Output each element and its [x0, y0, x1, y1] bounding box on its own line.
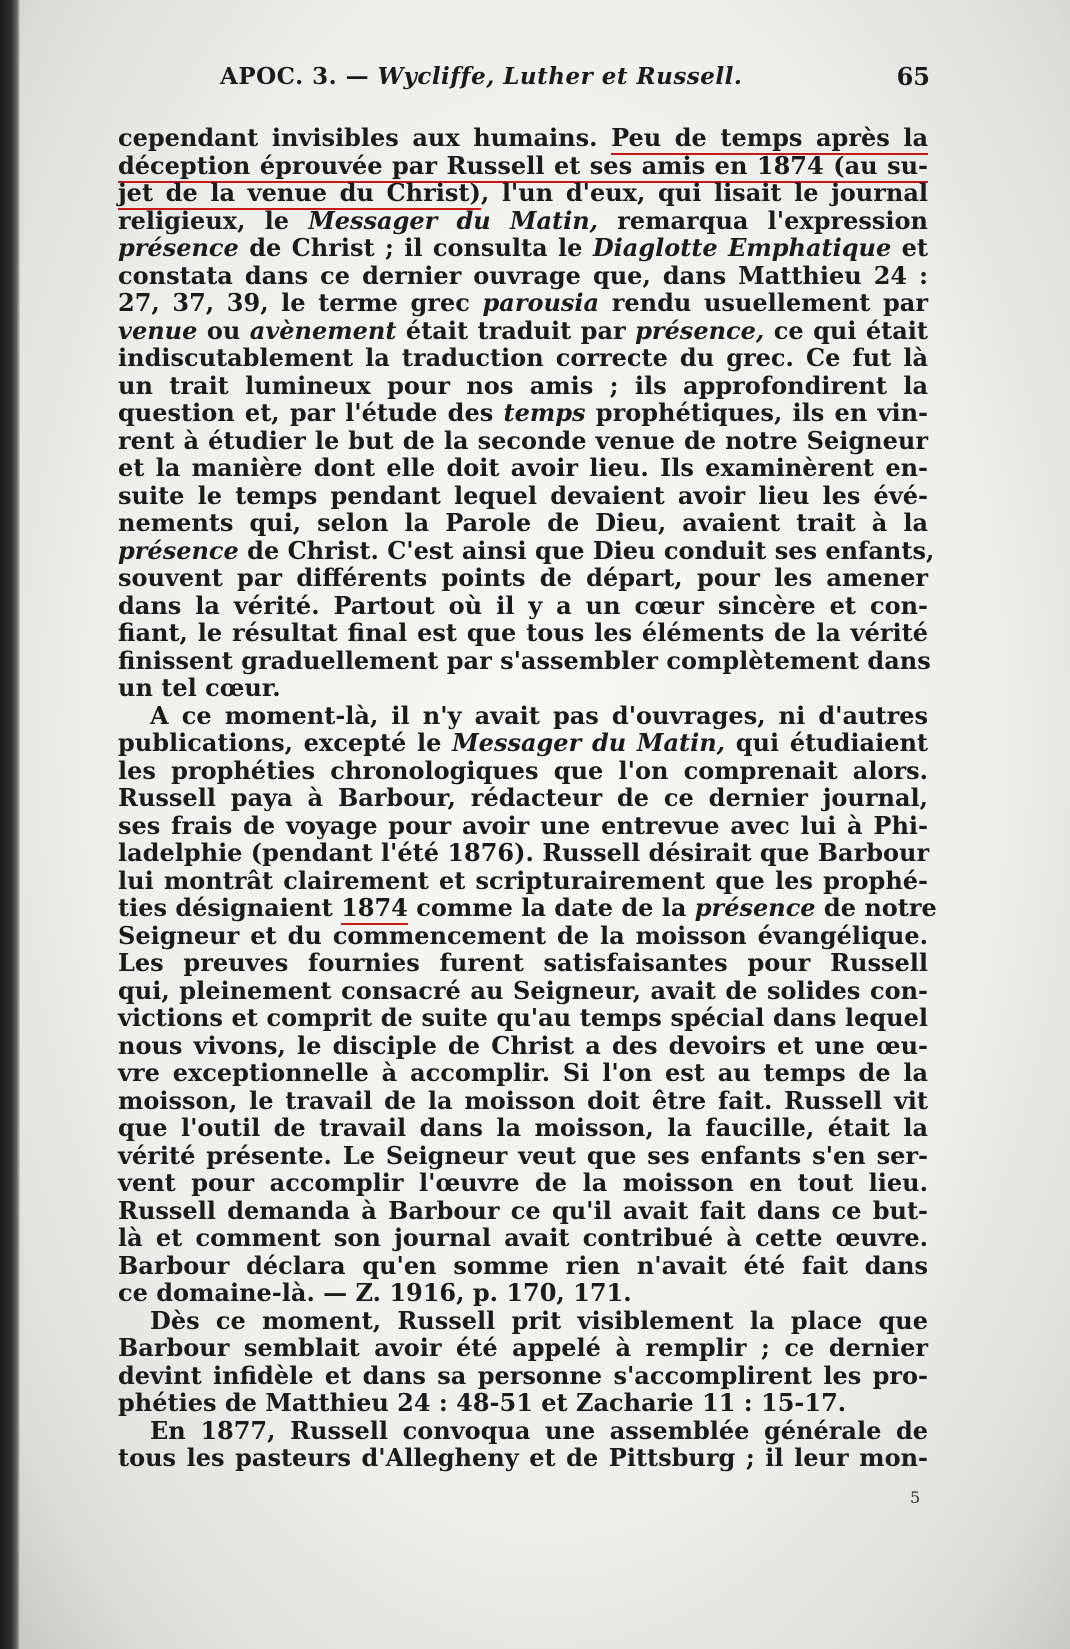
text-span: rendu usuellement par — [599, 288, 928, 317]
text-span: de Christ ; il consulta le — [238, 233, 593, 262]
text-line — [118, 152, 928, 180]
text-span: que l'outil de travail dans la moisson, la faucille, était la — [118, 1113, 928, 1142]
text-line — [118, 619, 928, 647]
italic-text: présence — [694, 893, 816, 922]
text-line — [118, 207, 928, 235]
text-span: indiscutablement la traduction correcte du grec. Ce fut là — [118, 343, 928, 372]
text-span: Les preuves fournies furent satisfaisantes pour Russell — [118, 948, 928, 977]
text-span: de Christ. C'est ainsi que Dieu conduit ses enfants, — [238, 535, 935, 565]
text-span: vent pour accomplir l'œuvre de la moisson en tout lieu. — [118, 1168, 928, 1197]
text-span: remarqua l'expression — [598, 205, 928, 235]
italic-text: temps — [503, 398, 586, 427]
underlined-text: Peu de temps après la — [611, 123, 928, 155]
text-line — [118, 949, 928, 977]
running-header — [220, 60, 930, 94]
text-span: là et comment son journal avait contribué à cette œuvre. — [118, 1223, 928, 1252]
text-line — [118, 1389, 928, 1417]
text-line — [118, 482, 928, 510]
text-span: Seigneur et du commencement de la moisson évangélique. — [118, 920, 928, 950]
italic-text: Diaglotte Emphatique — [592, 233, 892, 262]
text-span: devint infidèle et dans sa personne s'accomplirent les pro- — [118, 1360, 928, 1390]
text-line — [118, 317, 928, 345]
underlined-text: 1874 — [341, 893, 408, 925]
text-line — [118, 922, 928, 950]
italic-text: présence, — [635, 315, 765, 345]
text-span: comme la date de la — [407, 893, 695, 922]
text-span: Barbour déclara qu'en somme rien n'avait été fait dans — [118, 1250, 928, 1280]
running-title — [220, 60, 742, 94]
text-span: de notre — [815, 893, 937, 922]
text-line — [118, 372, 928, 400]
italic-text: présence — [118, 233, 239, 262]
text-line — [118, 564, 928, 592]
text-line — [118, 1059, 928, 1087]
text-line — [118, 1004, 928, 1032]
text-line — [118, 702, 928, 730]
chapter-ref: APOC. 3. — — [220, 63, 378, 90]
text-line — [118, 1032, 928, 1060]
text-span: cependant invisibles aux humains. — [118, 123, 612, 152]
text-line — [118, 977, 928, 1005]
text-span: et — [891, 233, 929, 262]
text-span: tous les pasteurs d'Allegheny et de Pittsburg ; il leur mon- — [118, 1443, 928, 1472]
text-span: question et, par l'étude des — [118, 398, 504, 427]
text-line — [118, 289, 928, 317]
text-span: Dès ce moment, Russell prit visiblement la place que — [150, 1305, 928, 1335]
text-span: les prophéties chronologiques que l'on comprenait alors. — [118, 755, 928, 785]
text-line — [118, 535, 935, 565]
text-span: constata dans ce dernier ouvrage que, dans Matthieu 24 : — [118, 260, 928, 290]
text-span: souvent par différents points de départ, pour les amener — [118, 563, 928, 592]
text-span: phéties de Matthieu 24 : 48-51 et Zacharie 11 : 15-17. — [118, 1388, 847, 1417]
text-span: finissent graduellement par s'assembler complètement dans — [118, 645, 931, 675]
text-span: dans la vérité. Partout où il y a un cœur sincère et con- — [118, 590, 928, 620]
text-line — [118, 1334, 928, 1362]
text-line — [118, 509, 928, 537]
text-span: publications, excepté le — [118, 728, 453, 757]
text-line — [118, 1169, 928, 1197]
text-span: Russell paya à Barbour, rédacteur de ce dernier journal, — [118, 783, 928, 812]
text-line — [118, 1087, 928, 1115]
chapter-title: Wycliffe, Luther et Russell. — [377, 63, 743, 90]
signature-mark: 5 — [910, 1488, 921, 1507]
text-line — [118, 757, 928, 785]
text-line — [118, 124, 928, 152]
text-span: rent à étudier le but de la seconde venue de notre Seigneur — [118, 425, 928, 455]
text-line — [118, 427, 928, 455]
text-line — [118, 1279, 928, 1307]
text-span: ses frais de voyage pour avoir une entrevue avec lui à Phi- — [118, 810, 928, 840]
text-line — [118, 1197, 928, 1225]
text-span: un tel cœur. — [118, 673, 281, 702]
text-line — [118, 812, 928, 840]
text-line — [118, 454, 928, 482]
text-span: nements qui, selon la Parole de Dieu, avaient trait à la — [118, 508, 928, 537]
italic-text: venue — [118, 315, 198, 345]
text-line — [118, 1444, 928, 1472]
text-line — [118, 784, 928, 812]
text-span: qui, pleinement consacré au Seigneur, avait de solides con- — [118, 975, 928, 1005]
text-line — [118, 1362, 928, 1390]
text-span: ladelphie (pendant l'été 1876). Russell désirait que Barbour — [118, 838, 930, 867]
text-span: Russell demanda à Barbour ce qu'il avait fait dans ce but- — [118, 1195, 928, 1225]
text-line — [118, 399, 928, 427]
text-line — [118, 234, 928, 262]
text-line — [118, 344, 928, 372]
text-span: A ce moment-là, il n'y avait pas d'ouvrages, ni d'autres — [150, 700, 928, 730]
text-span: Barbour semblait avoir été appelé à remplir ; ce dernier — [118, 1333, 928, 1362]
text-line — [118, 839, 928, 867]
italic-text: parousia — [482, 288, 600, 317]
underlined-text: jet de la venue du Christ) — [118, 178, 481, 210]
text-span: nous vivons, le disciple de Christ a des devoirs et une œu- — [118, 1030, 928, 1060]
italic-text: présence — [118, 535, 239, 565]
text-span: vre exceptionnelle à accomplir. Si l'on est au temps de la — [118, 1058, 928, 1087]
text-line — [118, 1224, 928, 1252]
text-span: prophétiques, ils en vin- — [585, 398, 928, 427]
text-line — [118, 729, 928, 757]
text-span: un trait lumineux pour nos amis ; ils approfondirent la — [118, 370, 928, 400]
text-span: victions et comprit de suite qu'au temps spécial dans lequel — [118, 1003, 928, 1032]
text-line — [118, 179, 928, 207]
text-span: 27, 37, 39, le terme grec — [118, 288, 483, 317]
text-span: En 1877, Russell convoqua une assemblée générale de — [150, 1415, 928, 1445]
text-span: ce domaine-là. — Z. 1916, p. 170, 171. — [118, 1278, 632, 1307]
text-line — [118, 867, 928, 895]
text-line — [118, 262, 928, 290]
text-span: et la manière dont elle doit avoir lieu. Ils examinèrent en- — [118, 453, 928, 482]
text-span: suite le temps pendant lequel devaient avoir lieu les évé- — [118, 480, 928, 510]
text-line — [118, 1252, 928, 1280]
text-span: qui étudiaient — [725, 728, 929, 757]
text-line — [118, 674, 928, 702]
text-span: était traduit par — [396, 315, 636, 345]
text-line — [118, 645, 931, 675]
text-span: lui montrât clairement et scripturairement que les prophé- — [118, 865, 928, 895]
book-spine-shadow — [0, 0, 20, 1649]
text-line — [118, 1417, 928, 1445]
body-text — [118, 123, 937, 1472]
text-span: fiant, le résultat final est que tous les éléments de la vérité — [118, 618, 928, 647]
italic-text: Messager du Matin, — [308, 205, 599, 235]
page-number: 65 — [896, 62, 930, 91]
text-span: vérité présente. Le Seigneur veut que ses enfants s'en ser- — [118, 1140, 928, 1170]
text-span: religieux, le — [118, 205, 309, 235]
italic-text: avènement — [249, 315, 397, 345]
text-span: moisson, le travail de la moisson doit être fait. Russell vit — [118, 1085, 928, 1115]
italic-text: Messager du Matin, — [452, 728, 726, 757]
text-span: ou — [197, 315, 250, 345]
text-span: , l'un d'eux, qui lisait le journal — [480, 178, 929, 207]
text-line — [118, 1307, 928, 1335]
text-span: ties désignaient — [118, 893, 342, 922]
underlined-text: déception éprouvée par Russell et ses amis en 1874 (au su- — [118, 151, 928, 183]
text-line — [118, 893, 937, 922]
text-line — [118, 1114, 928, 1142]
text-span: ce qui était — [764, 315, 929, 345]
text-line — [118, 1142, 928, 1170]
text-line — [118, 592, 928, 620]
